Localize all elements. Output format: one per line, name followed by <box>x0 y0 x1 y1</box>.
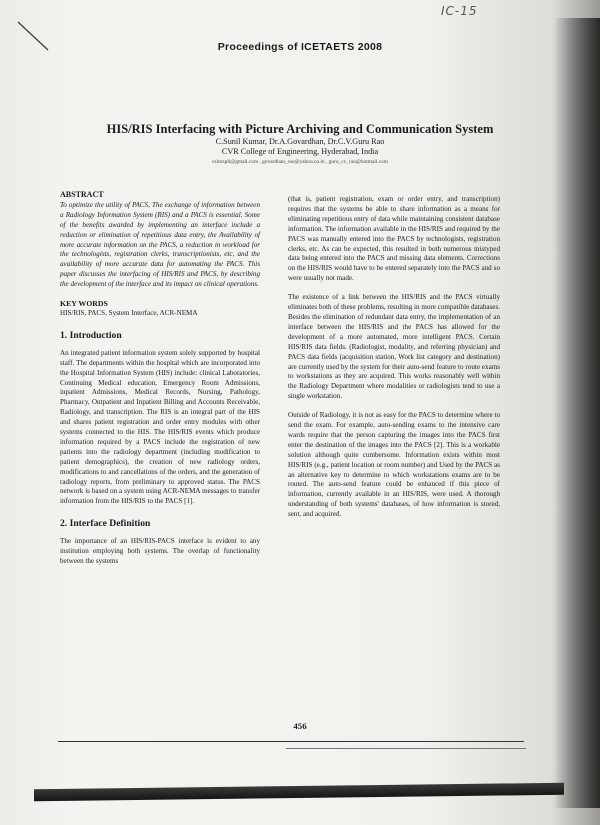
introduction-text: An integrated patient information system solely supported by hospital staff. The departments within the hospital which are incorporated into the Hospital Information System (HIS) include: clinical Laboratories, Continuing Medical education, Emergency Room Admissions, inpatient Admissions, Medical Records, Nursing, Pathology, Pharmacy, Outpatient and Inpatient Billing and Accounts Receivable, Radiology, and transcription. The RIS is an integral part of the HIS and shares patient registration and order entry modules with other systems connected to the HIS. The HIS/RIS events which produce information required by a PACS include the registration of new patients into the radiology department (including modification to patient demographics), the creation of new radiology orders, modifications to and cancellations of the orders, and the generation of radiology reports, from preliminary to approved status. The PACS network is based on a system using ACR-NEMA messages to transfer information from the HIS/RIS to the PACS [1]. <box>60 348 260 506</box>
page-number: 456 <box>293 721 307 731</box>
paper-title: HIS/RIS Interfacing with Picture Archiving and Communication System <box>106 122 494 136</box>
abstract-text: To optimize the utility of PACS, The exchange of information between a Radiology Information System (RIS) and a PACS is essential. Some of the benefits awarded by implementing an interface include a reduction or elimination of repetitious data entry, the Availability of more accurate information on the PACS, a reduction in workload for the technologists, registration clerks, transcriptionists, etc, and the availability of more accurate data for automating the PACS. This paper discusses the interfacing of HIS/RIS and PACS, by describing the development of the interface and its impact on clinical operations. <box>60 200 260 289</box>
right-paragraph-1: (that is, patient registration, exam or order entry, and transcription) requires that the systems be able to share information as a means for eliminating repetitious entry of data while maintaining consistent database information. The information available in the HIS/RIS and required by the PACS was manually entered into the PACS by technologists, registration clerks, etc. As can be expected, this resulted in both numerous mistyped data being entered into the PACS and missing data elements. Corrections on the HIS/RIS would have to be entered separately into the PACS and so were usually not made. <box>288 195 500 283</box>
left-column <box>60 190 260 567</box>
keywords-heading: KEY WORDS <box>60 299 108 309</box>
keywords-text: HIS/RIS, PACS, System Interface, ACR-NEMA <box>60 308 198 317</box>
right-paragraph-2: The existence of a link between the HIS/RIS and the PACS virtually eliminates both of these problems, resulting in more compatible databases. Besides the elimination of redundant data entry, the implementation of an interface between the HIS/RIS and the PACS has allowed for the development of a more automated, more intelligent PACS. Certain HIS/RIS data fields. (Radiologist, modality, and referring physician) and PACS data fields (acquisition station, Work list category and destination) are currently used by the system for their auto-send feature to route exams to workstations as they are acquired. This works reasonably well within the Radiology Department where modalities or radiologists tend to use a single workstation. <box>288 293 500 401</box>
abstract-heading: ABSTRACT <box>60 190 104 199</box>
interface-definition-text: The importance of an HIS/RIS-PACS interface is evident to any institution employing both systems. The overlap of functionality between the systems <box>60 537 260 565</box>
footer-rule-secondary <box>286 748 526 749</box>
author-emails: cslnrspll@gmail.com , govardhan_cse@yahoo.co.in , guru_cv_rao@hotmail.com <box>212 159 388 165</box>
author-block <box>0 137 600 167</box>
proceedings-header: Proceedings of ICETAETS 2008 <box>217 41 383 53</box>
interface-definition-heading: 2. Interface Definition <box>60 518 151 530</box>
right-paragraph-3: Outside of Radiology, it is not as easy for the PACS to determine where to send the exam. For example, auto-sending exams to the intensive care wards require that the person capturing the images into the PACS first enter the destination of the images into the PACS [2]. This is a workable solution although quite cumbersome. Information exists within most HIS/RIS (e.g., patient location or room number) and Used by the PACS as an alternative key to determine to which workstations exams are to be routed. The auto-send feature could be enhanced if this piece of information, currently available in an HIS/RIS, were used. A thorough understanding of both systems' databases, of how information is stored, sent, and acquired. <box>288 411 500 519</box>
handwritten-note: IC-15 <box>441 4 478 18</box>
scan-bottom-band <box>34 783 564 801</box>
authors: C.Sunil Kumar, Dr.A.Govardhan, Dr.C.V.Guru Rao <box>215 137 385 146</box>
introduction-heading: 1. Introduction <box>60 329 122 341</box>
right-column <box>288 195 500 520</box>
affiliation: CVR College of Engineering, Hyderabad, India <box>221 147 379 156</box>
footer-rule <box>58 741 524 742</box>
